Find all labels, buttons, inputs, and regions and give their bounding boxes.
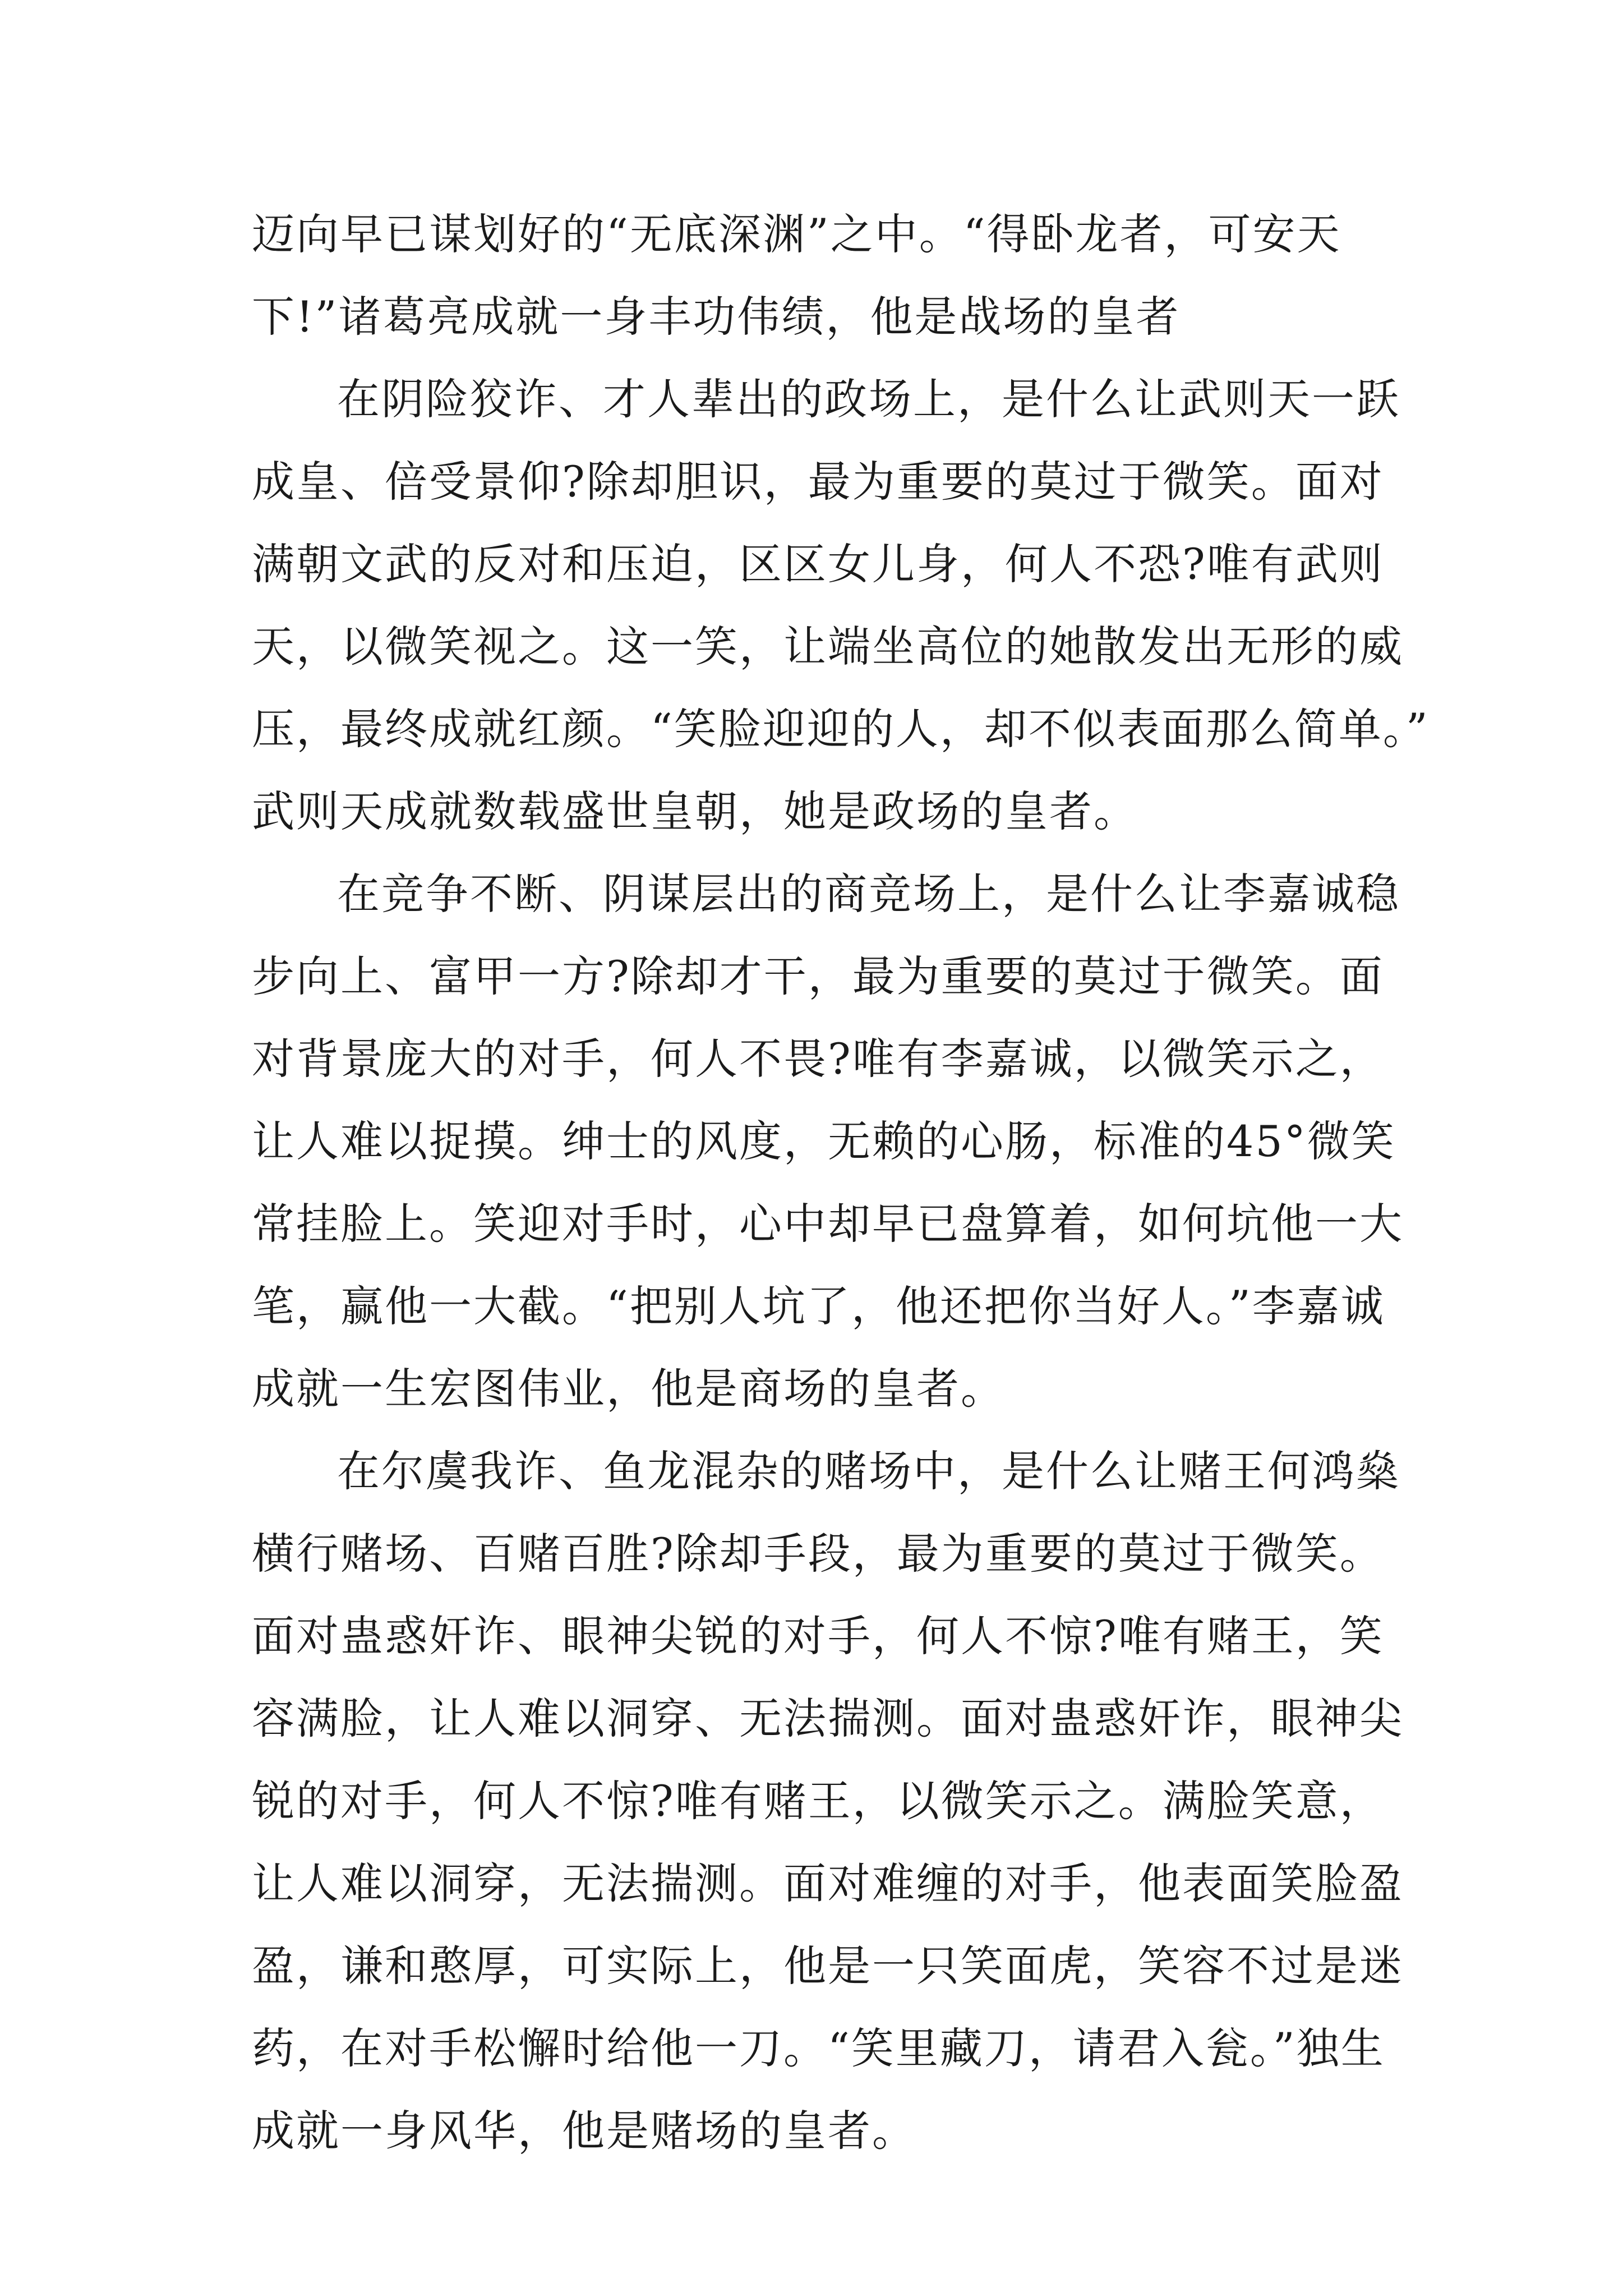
paragraph-first-line: 在阴险狡诈、才人辈出的政场上，是什么让武则天一跃: [337, 374, 1400, 424]
text-line: 武则天成就数载盛世皇朝，她是政场的皇者。: [252, 786, 1138, 836]
text-line: 让人难以洞穿，无法揣测。面对难缠的对手，他表面笑脸盈: [252, 1858, 1404, 1908]
text-line: 天，以微笑视之。这一笑，让端坐高位的她散发出无形的威: [252, 622, 1404, 671]
text-line: 下!”诸葛亮成就一身丰功伟绩，他是战场的皇者: [252, 292, 1181, 342]
text-line: 让人难以捉摸。绅士的风度，无赖的心肠，标准的45°微笑: [252, 1116, 1396, 1166]
text-line: 步向上、富甲一方?除却才干，最为重要的莫过于微笑。面: [252, 951, 1384, 1001]
paragraph-first-line: 在竞争不断、阴谋层出的商竞场上，是什么让李嘉诚稳: [337, 869, 1400, 919]
text-line: 常挂脸上。笑迎对手时，心中却早已盘算着，如何坑他一大: [252, 1199, 1404, 1249]
text-line: 盈，谦和憨厚，可实际上，他是一只笑面虎，笑容不过是迷: [252, 1941, 1404, 1991]
text-line: 药，在对手松懈时给他一刀。“笑里藏刀，请君入瓮。”独生: [252, 2023, 1385, 2073]
text-line: 面对蛊惑奸诈、眼神尖锐的对手，何人不惊?唯有赌王，笑: [252, 1611, 1384, 1661]
text-line: 笔，赢他一大截。“把别人坑了，他还把你当好人。”李嘉诚: [252, 1281, 1385, 1331]
text-line: 压，最终成就红颜。“笑脸迎迎的人，却不似表面那么简单。”: [252, 704, 1430, 754]
text-line: 成就一身风华，他是赌场的皇者。: [252, 2106, 916, 2156]
text-line: 成就一生宏图伟业，他是商场的皇者。: [252, 1364, 1005, 1414]
text-line: 锐的对手，何人不惊?唯有赌王，以微笑示之。满脸笑意，: [252, 1776, 1384, 1826]
text-line: 成皇、倍受景仰?除却胆识，最为重要的莫过于微笑。面对: [252, 457, 1384, 507]
text-line: 横行赌场、百赌百胜?除却手段，最为重要的莫过于微笑。: [252, 1529, 1384, 1579]
essay-body: [252, 193, 1446, 2172]
text-line: 满朝文武的反对和压迫，区区女儿身，何人不恐?唯有武则: [252, 539, 1384, 589]
text-line: 对背景庞大的对手，何人不畏?唯有李嘉诚，以微笑示之，: [252, 1034, 1384, 1084]
paragraph-first-line: 在尔虞我诈、鱼龙混杂的赌场中，是什么让赌王何鸿燊: [337, 1446, 1400, 1496]
text-line: 容满脸，让人难以洞穿、无法揣测。面对蛊惑奸诈，眼神尖: [252, 1694, 1404, 1743]
text-line: 迈向早已谋划好的“无底深渊”之中。“得卧龙者，可安天: [252, 209, 1341, 259]
